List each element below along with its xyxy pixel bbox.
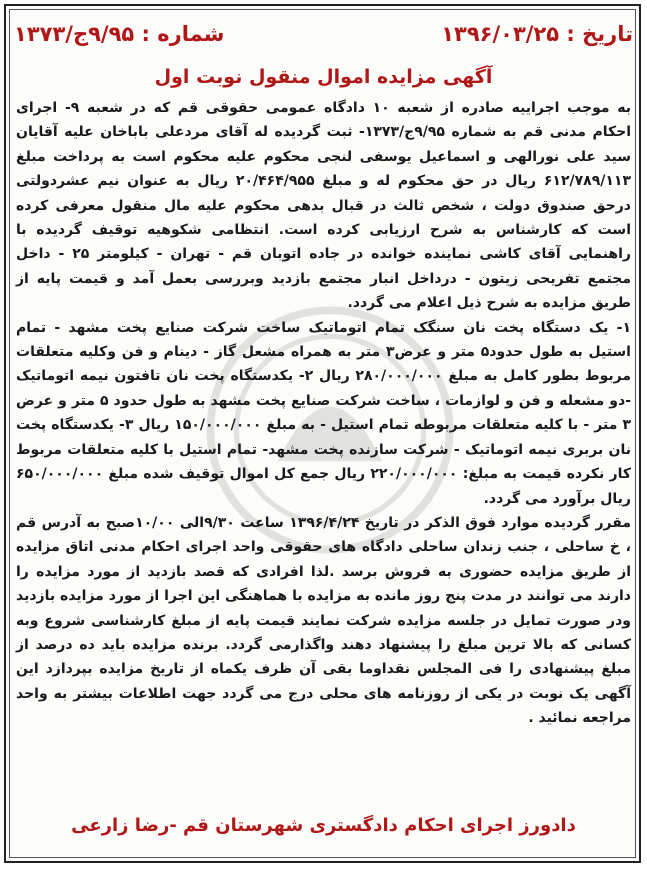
notice-header [14,22,633,62]
notice-date: تاریخ : ۱۳۹۶/۰۳/۲۵ [441,22,633,46]
notice-number: شماره : ۹/۹۵ج/۱۳۷۳ [14,22,225,46]
body-paragraph-intro: به موجب اجراییه صادره از شعبه ۱۰ دادگاه عمومی حقوقی قم که در شعبه ۹- اجرای احکام مدنی قم به شماره ۹/۹۵ج/۱۳۷۳- ثبت گردیده له آقای مردعلی باباخان علیه آقایان سید علی نورالهی و اسماعیل یوسفی لنجی محکوم علیه محکوم است به پرداخت مبلغ ۶۱۲/۷۸۹/۱۱۳ ریال در حق محکوم له و مبلغ ۲۰/۴۶۴/۹۵۵ ریال به عنوان نیم عشردولتی درحق صندوق دولت ، شخص ثالث در قبال بدهی محکوم علیه مال منقول معرفی کرده است که کارشناس به شرح ارزیابی کرده است. انتظامی شکوهیه توقیف گردیده با راهنمایی آقای کاشی نماینده خوانده در جاده اتوبان قم - تهران - کیلومتر ۲۵ - داخل مجتمع تفریحی زیتون - درداخل انبار مجتمع بازدید وبررسی بعمل آمد و قیمت پایه از طریق مزایده به شرح ذیل اعلام می گردد. [16,100,631,312]
body-paragraph-terms: مقرر گردیده موارد فوق الذکر در تاریخ ۱۳۹۶/۴/۲۴ ساعت ۹/۳۰الی ۱۰/۰۰صبح به آدرس قم ، خ ساحلی ، جنب زندان ساحلی دادگاه های حقوقی واحد اجرای احکام مدنی اتاق مزایده از طریق مزایده حضوری به فروش برسد .لذا افرادی که قصد بازدید از مورد مزایده را دارند می توانند در مدت پنج روز مانده به مزایده با هماهنگی این اجرا از مورد مزایده بازدید ودر صورت تمایل در جلسه مزایده شرکت نمایند قیمت پایه از مبلغ کارشناسی شروع وبه کسانی که بالا ترین مبلغ را پیشنهاد دهند واگذارمی گردد. برنده مزایده باید ده درصد از مبلغ پیشنهادی را فی المجلس نقداوما بقی آن ظرف یکماه از تاریخ مزایده بپردازد این آگهی یک نوبت در یکی از روزنامه های محلی درج می گردد جهت اطلاعات بیشتر به واحد مراجعه نمائید . [16,514,632,727]
notice-title: آگهی مزایده اموال منقول نوبت اول [154,66,493,88]
notice-signature: دادورز اجرای احکام دادگستری شهرستان قم -رضا زارعی [71,815,576,836]
notice-body [16,96,631,731]
body-paragraph-items: ۱- یک دستگاه پخت نان سنگک تمام اتوماتیک ساخت شرکت صنایع پخت مشهد - تمام استیل به طول حدود۵ متر و عرض۳ متر به همراه مشعل گاز - دینام و فن وکلیه متعلقات مربوط بطور کامل به مبلغ ۲۸۰/۰۰۰/۰۰۰ ریال ۲- یکدستگاه پخت نان تافتون نیمه اتوماتیک -دو مشعله و فن و لوازمات ، ساخت شرکت صنایع پخت مشهد به طول حدود ۵ متر و عرض ۳ متر - با کلیه متعلقات مربوطه تمام استیل - به مبلغ ۱۵۰/۰۰۰/۰۰۰ ریال ۳- یکدستگاه پخت نان بربری نیمه اتوماتیک - شرکت سازنده پخت مشهد- تمام استیل با کلیه متعلقات مربوط کار نکرده قیمت به مبلغ: ۲۲۰/۰۰۰/۰۰۰ ریال جمع کل اموال توقیف شده مبلغ ۶۵۰/۰۰۰/۰۰۰ ریال برآورد می گردد. [16,319,632,507]
